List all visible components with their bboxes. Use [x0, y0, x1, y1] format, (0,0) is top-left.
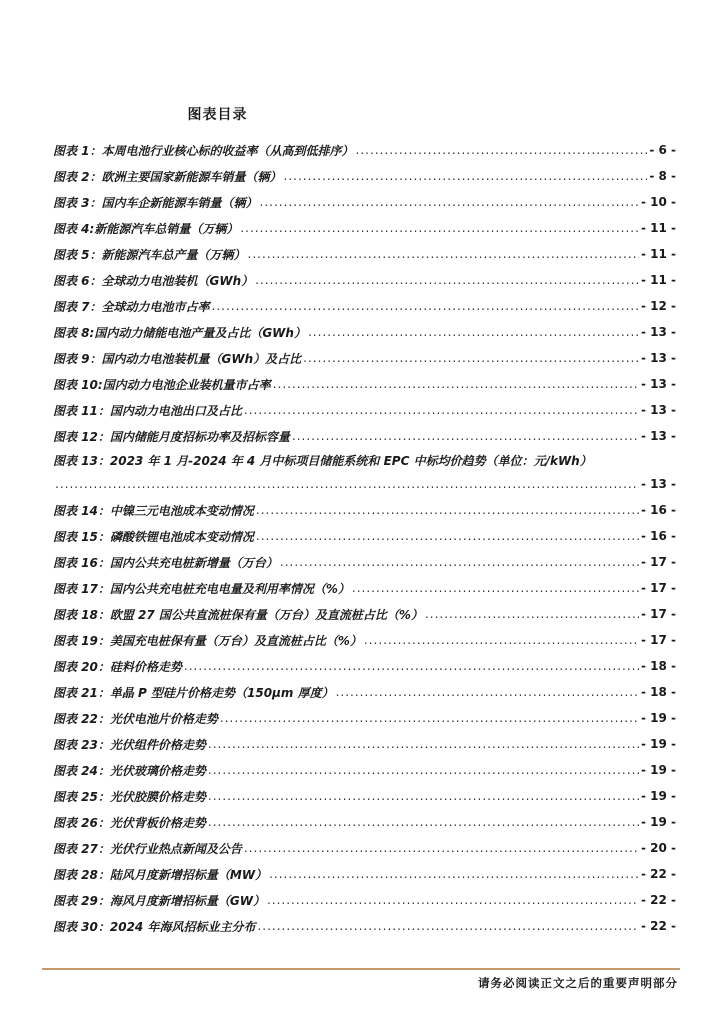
- toc-entry[interactable]: [53, 293, 676, 319]
- entry-title: 图表 27：光伏行业热点新闻及公告: [53, 841, 242, 856]
- footer-divider: [42, 968, 680, 970]
- toc-entry[interactable]: [53, 679, 676, 705]
- toc-entry[interactable]: [53, 809, 676, 835]
- footer-disclaimer: 请务必阅读正文之后的重要声明部分: [478, 976, 678, 990]
- entry-title: 图表 28：陆风月度新增招标量（MW）: [53, 867, 268, 882]
- entry-title: 图表 3：国内车企新能源车销量（辆）: [53, 195, 258, 210]
- entry-page: - 22 -: [640, 919, 676, 933]
- leader-dots: [364, 633, 639, 647]
- entry-title: 图表 14：中镍三元电池成本变动情况: [53, 503, 254, 518]
- entry-title: 图表 5：新能源汽车总产量（万辆）: [53, 247, 246, 262]
- entry-title: 图表 20：硅料价格走势: [53, 659, 182, 674]
- entry-page: - 19 -: [640, 763, 676, 777]
- toc-entry[interactable]: [53, 783, 676, 809]
- entry-page: - 19 -: [640, 711, 676, 725]
- leader-dots: [240, 221, 639, 235]
- entry-page: - 17 -: [640, 555, 676, 569]
- leader-dots: [55, 477, 639, 491]
- toc-entry[interactable]: [53, 887, 676, 913]
- toc-entry[interactable]: [53, 267, 676, 293]
- entry-page: - 10 -: [640, 195, 676, 209]
- leader-dots: [244, 403, 639, 417]
- toc-entry[interactable]: [53, 497, 676, 523]
- leader-dots: [208, 815, 639, 829]
- leader-dots: [308, 325, 639, 339]
- entry-page: - 12 -: [640, 299, 676, 313]
- toc-entry[interactable]: [53, 163, 676, 189]
- entry-page: - 13 -: [640, 377, 676, 391]
- entry-title: 图表 15：磷酸铁锂电池成本变动情况: [53, 529, 254, 544]
- toc-entry[interactable]: [53, 705, 676, 731]
- leader-dots: [256, 529, 639, 543]
- leader-dots: [244, 841, 639, 855]
- entry-title: 图表 26：光伏背板价格走势: [53, 815, 206, 830]
- entry-title: 图表 22：光伏电池片价格走势: [53, 711, 218, 726]
- toc-entry[interactable]: [53, 913, 676, 939]
- leader-dots: [352, 581, 639, 595]
- entry-page: - 18 -: [640, 659, 676, 673]
- entry-page: - 13 -: [640, 403, 676, 417]
- entry-title: 图表 1：本周电池行业核心标的收益率（从高到低排序）: [53, 143, 354, 158]
- entry-page: - 11 -: [640, 273, 676, 287]
- entry-title: 图表 2：欧洲主要国家新能源车销量（辆）: [53, 169, 282, 184]
- toc-entry[interactable]: [53, 653, 676, 679]
- entry-page: - 13 -: [640, 429, 676, 443]
- leader-dots: [255, 273, 639, 287]
- entry-page: - 16 -: [640, 529, 676, 543]
- toc-entry[interactable]: [53, 757, 676, 783]
- entry-title: 图表 7：全球动力电池市占率: [53, 299, 210, 314]
- leader-dots: [208, 763, 639, 777]
- toc-entry[interactable]: [53, 241, 676, 267]
- toc-entry[interactable]: [53, 575, 676, 601]
- entry-title: 图表 30：2024 年海风招标业主分布: [53, 919, 256, 934]
- toc-entry[interactable]: [53, 345, 676, 371]
- figure-list: [53, 137, 676, 939]
- toc-entry[interactable]: [53, 523, 676, 549]
- toc-entry[interactable]: [53, 731, 676, 757]
- toc-entry[interactable]: [53, 319, 676, 345]
- entry-page: - 6 -: [649, 143, 676, 157]
- leader-dots: [273, 377, 639, 391]
- entry-page: - 13 -: [640, 477, 676, 491]
- leader-dots: [257, 919, 639, 933]
- toc-entry[interactable]: [53, 423, 676, 449]
- entry-page: - 19 -: [640, 789, 676, 803]
- entry-page: - 11 -: [640, 247, 676, 261]
- leader-dots: [269, 867, 639, 881]
- entry-title: 图表 10:国内动力电池企业装机量市占率: [53, 377, 271, 392]
- entry-page: - 17 -: [640, 607, 676, 621]
- entry-title: 图表 18：欧盟 27 国公共直流桩保有量（万台）及直流桩占比（%）: [53, 607, 423, 622]
- entry-title: 图表 9：国内动力电池装机量（GWh）及占比: [53, 351, 302, 366]
- leader-dots: [212, 299, 639, 313]
- leader-dots: [256, 503, 639, 517]
- toc-heading: 图表目录: [187, 107, 248, 123]
- entry-page: - 13 -: [640, 325, 676, 339]
- leader-dots: [425, 607, 639, 621]
- leader-dots: [248, 247, 639, 261]
- entry-page: - 22 -: [640, 893, 676, 907]
- entry-title: 图表 4:新能源汽车总销量（万辆）: [53, 221, 239, 236]
- toc-entry[interactable]: [53, 397, 676, 423]
- leader-dots: [336, 685, 639, 699]
- entry-title: 图表 11：国内动力电池出口及占比: [53, 403, 242, 418]
- entry-page: - 17 -: [640, 581, 676, 595]
- entry-title: 图表 29：海风月度新增招标量（GW）: [53, 893, 265, 908]
- leader-dots: [284, 169, 648, 183]
- leader-dots: [260, 195, 639, 209]
- leader-dots: [280, 555, 639, 569]
- toc-entry[interactable]: [53, 215, 676, 241]
- entry-page: - 19 -: [640, 737, 676, 751]
- entry-title: 图表 8:国内动力储能电池产量及占比（GWh）: [53, 325, 306, 340]
- entry-page: - 22 -: [640, 867, 676, 881]
- toc-entry[interactable]: [53, 189, 676, 215]
- entry-page: - 11 -: [640, 221, 676, 235]
- leader-dots: [267, 893, 639, 907]
- leader-dots: [292, 429, 639, 443]
- toc-entry[interactable]: [53, 835, 676, 861]
- entry-title: 图表 16：国内公共充电桩新增量（万台）: [53, 555, 278, 570]
- leader-dots: [303, 351, 639, 365]
- leader-dots: [356, 143, 648, 157]
- entry-page: - 17 -: [640, 633, 676, 647]
- toc-entry[interactable]: [53, 627, 676, 653]
- entry-title: 图表 21：单晶 P 型硅片价格走势（150μm 厚度）: [53, 685, 334, 700]
- entry-page: - 18 -: [640, 685, 676, 699]
- entry-page: - 19 -: [640, 815, 676, 829]
- entry-page: - 13 -: [640, 351, 676, 365]
- entry-title: 图表 24：光伏玻璃价格走势: [53, 763, 206, 778]
- leader-dots: [184, 659, 639, 673]
- entry-title: 图表 17：国内公共充电桩充电电量及利用率情况（%）: [53, 581, 350, 596]
- leader-dots: [208, 789, 639, 803]
- entry-title: 图表 19：美国充电桩保有量（万台）及直流桩占比（%）: [53, 633, 362, 648]
- leader-dots: [220, 711, 639, 725]
- toc-entry[interactable]: [53, 861, 676, 887]
- toc-entry[interactable]: [53, 137, 676, 163]
- toc-entry[interactable]: [53, 371, 676, 397]
- entry-title: 图表 23：光伏组件价格走势: [53, 737, 206, 752]
- entry-page: - 16 -: [640, 503, 676, 517]
- leader-dots: [208, 737, 639, 751]
- toc-entry[interactable]: [53, 601, 676, 627]
- entry-title: 图表 13：2023 年 1 月-2024 年 4 月中标项目储能系统和 EPC 中标均价趋势（单位：元/kWh）: [53, 453, 592, 468]
- toc-entry[interactable]: [53, 549, 676, 575]
- entry-title: 图表 6：全球动力电池装机（GWh）: [53, 273, 254, 288]
- entry-page: - 8 -: [649, 169, 676, 183]
- entry-title: 图表 25：光伏胶膜价格走势: [53, 789, 206, 804]
- entry-page: - 20 -: [640, 841, 676, 855]
- entry-title: 图表 12：国内储能月度招标功率及招标容量: [53, 429, 290, 444]
- toc-entry[interactable]: [53, 449, 676, 497]
